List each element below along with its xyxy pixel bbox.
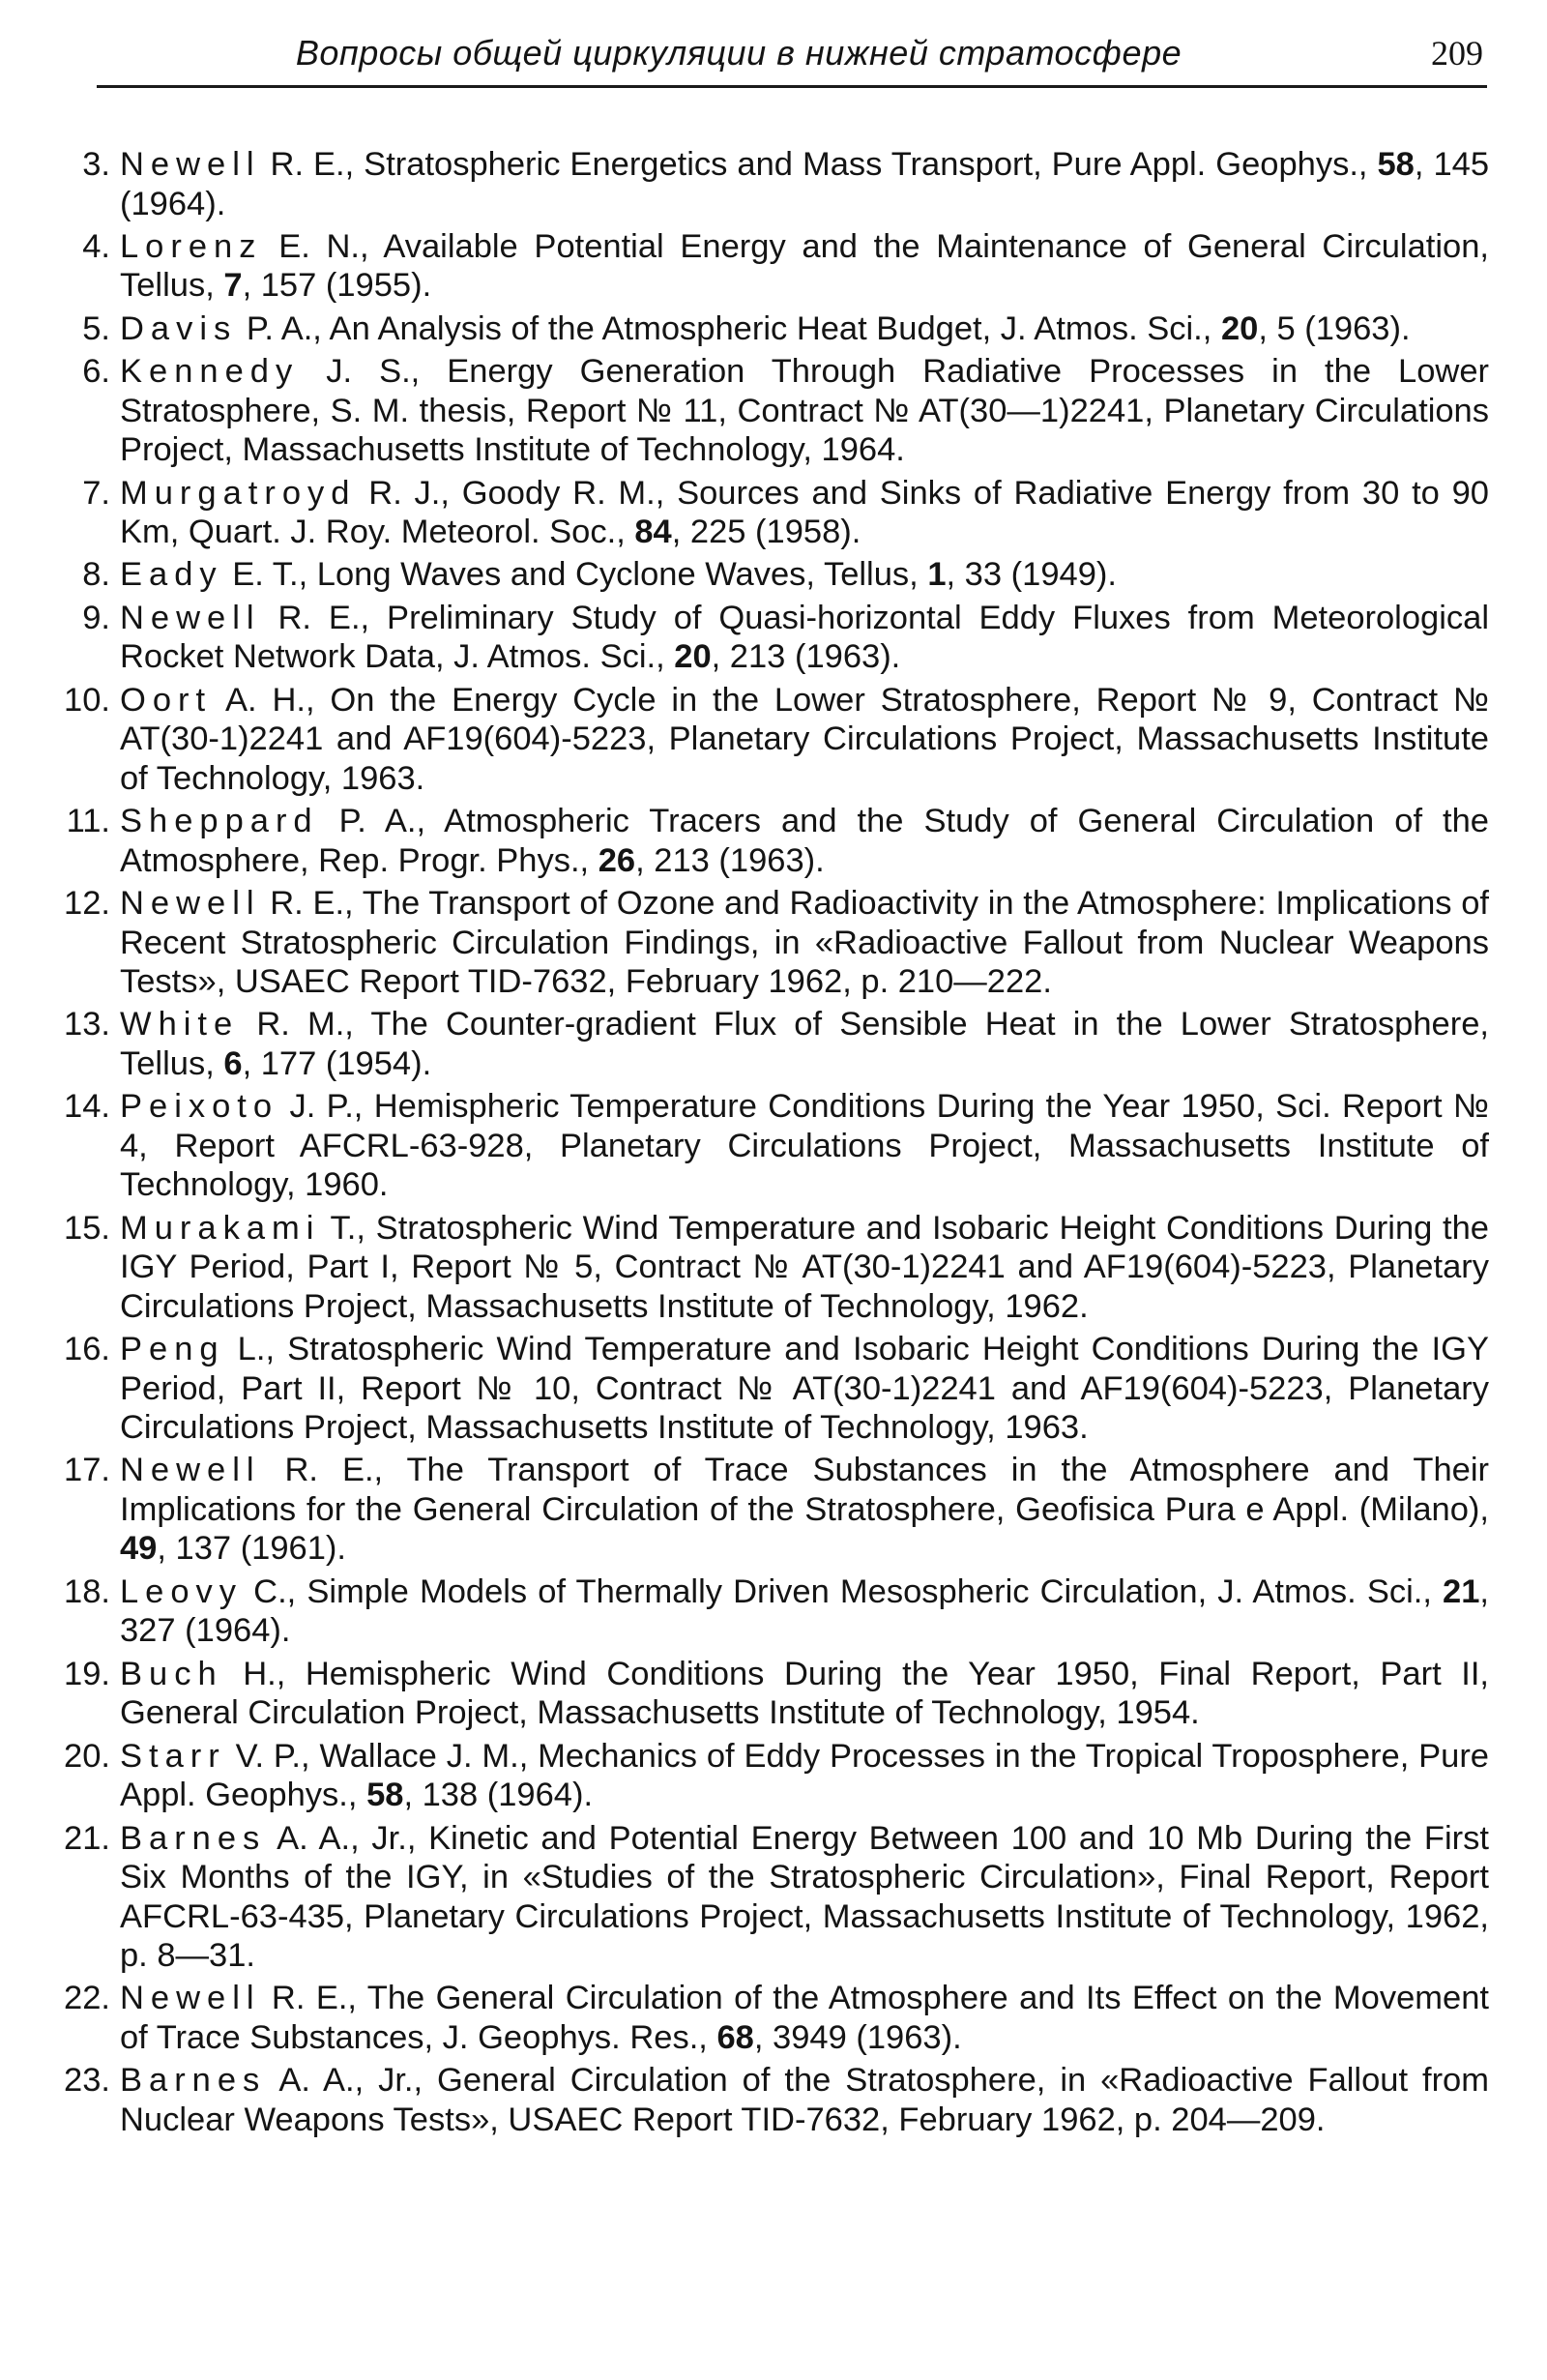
reference-item <box>56 1209 1489 1327</box>
reference-text <box>120 474 1489 552</box>
reference-author: White <box>120 1006 240 1043</box>
reference-details: R. E., The Transport of Trace Substances in the Atmosphere and Their Implications for the General Circulation of the Stratosphere, Geofisica Pura e Appl. (Milano), <box>120 1452 1489 1528</box>
reference-author: Leovy <box>120 1572 244 1610</box>
reference-details: L., Stratospheric Wind Temperature and Isobaric Height Conditions During the IGY Period, Part II, Report № 10, Contract № AT(30-1)2241 and AF19(604)-5223, Planetary Circulations Project, Massachusetts Institute of Technology, 1963. <box>120 1331 1489 1447</box>
reference-number: 6. <box>82 353 110 391</box>
reference-details-end: , 177 (1954). <box>242 1044 432 1082</box>
reference-details-end: , 138 (1964). <box>403 1777 594 1814</box>
reference-item <box>56 1572 1489 1651</box>
page-number: 209 <box>1431 34 1483 73</box>
reference-volume: 68 <box>716 2018 754 2056</box>
reference-text <box>120 1005 1489 1083</box>
reference-details: R. E., The Transport of Ozone and Radioactivity in the Atmosphere: Implications of Recent Stratospheric Circulation Findings, in «Radioactive Fallout from Nuclear Weapons Tests», USAEC Report TID-7632, February 1962, p. 210—222. <box>120 885 1489 1001</box>
reference-volume: 26 <box>598 841 636 879</box>
reference-item <box>56 802 1489 880</box>
reference-details: A. A., Jr., General Circulation of the Stratosphere, in «Radioactive Fallout from Nuclear Weapons Tests», USAEC Report TID-7632, February 1962, p. 204—209. <box>120 2062 1489 2138</box>
reference-details: A. A., Jr., Kinetic and Potential Energy Between 100 and 10 Mb During the First Six Months of the IGY, in «Studies of the Stratospheric Circulation», Final Report, Report AFCRL-63-435, Planetary Circulations Project, Massachusetts Institute of Technology, 1962, p. 8—31. <box>120 1819 1489 1975</box>
reference-number: 22. <box>64 1980 110 2017</box>
reference-text <box>120 1330 1489 1448</box>
reference-item <box>56 1005 1489 1083</box>
reference-author: Murakami <box>120 1209 321 1247</box>
reference-details: V. P., Wallace J. M., Mechanics of Eddy Processes in the Tropical Troposphere, Pure Appl. Geophys., <box>120 1737 1489 1814</box>
reference-text <box>120 1655 1489 1733</box>
reference-item <box>56 1451 1489 1569</box>
reference-text <box>120 599 1489 677</box>
reference-item <box>56 884 1489 1002</box>
reference-author: Newell <box>120 885 261 923</box>
reference-text <box>120 1572 1489 1651</box>
reference-number: 20. <box>64 1737 110 1775</box>
reference-item <box>56 681 1489 799</box>
reference-number: 21. <box>64 1819 110 1857</box>
reference-details: P. A., Atmospheric Tracers and the Study of General Circulation of the Atmosphere, Rep. Progr. Phys., <box>120 803 1489 879</box>
reference-details-end: , 157 (1955). <box>242 267 432 305</box>
reference-volume: 58 <box>366 1777 404 1814</box>
reference-item <box>56 352 1489 470</box>
reference-text <box>120 309 1489 349</box>
reference-details: T., Stratospheric Wind Temperature and Isobaric Height Conditions During the IGY Period, Part I, Report № 5, Contract № AT(30-1)2241 and AF19(604)-5223, Planetary Circulations Project, Massachusetts Institute of Technology, 1962. <box>120 1209 1489 1325</box>
reference-details-end: , 5 (1963). <box>1258 309 1411 347</box>
reference-number: 15. <box>64 1209 110 1247</box>
reference-item <box>56 1819 1489 1976</box>
header-title: Вопросы общей циркуляции в нижней стратосфере <box>295 33 1182 73</box>
reference-details: R. E., Stratospheric Energetics and Mass Transport, Pure Appl. Geophys., <box>260 146 1378 183</box>
reference-number: 18. <box>64 1572 110 1610</box>
reference-details: R. E., Preliminary Study of Quasi-horizontal Eddy Fluxes from Meteorological Rocket Network Data, J. Atmos. Sci., <box>120 599 1489 676</box>
reference-text <box>120 1819 1489 1976</box>
reference-author: Eady <box>120 556 223 594</box>
reference-number: 13. <box>64 1006 110 1043</box>
reference-author: Barnes <box>120 2062 267 2100</box>
reference-text <box>120 352 1489 470</box>
reference-text <box>120 1979 1489 2057</box>
reference-item <box>56 599 1489 677</box>
reference-number: 14. <box>64 1088 110 1126</box>
reference-author: Starr <box>120 1737 226 1775</box>
reference-item <box>56 227 1489 306</box>
reference-text <box>120 802 1489 880</box>
reference-text <box>120 1451 1489 1569</box>
reference-text <box>120 1209 1489 1327</box>
reference-author: Newell <box>120 146 261 183</box>
reference-item <box>56 555 1489 595</box>
reference-details-end: , 137 (1961). <box>157 1530 347 1568</box>
reference-details-end: , 145 (1964). <box>120 146 1490 222</box>
reference-author: Newell <box>120 599 261 636</box>
reference-details: C., Simple Models of Thermally Driven Mesospheric Circulation, J. Atmos. Sci., <box>243 1572 1444 1610</box>
reference-volume: 58 <box>1377 146 1415 183</box>
reference-author: Kennedy <box>120 353 300 391</box>
reference-item <box>56 309 1489 349</box>
reference-text <box>120 2061 1489 2139</box>
reference-author: Peixoto <box>120 1088 279 1126</box>
reference-volume: 49 <box>120 1530 158 1568</box>
reference-number: 9. <box>82 599 110 636</box>
reference-details: P. A., An Analysis of the Atmospheric Heat Budget, J. Atmos. Sci., <box>237 309 1221 347</box>
reference-item <box>56 1330 1489 1448</box>
reference-author: Lorenz <box>120 227 263 265</box>
reference-volume: 21 <box>1443 1572 1480 1610</box>
reference-item <box>56 1979 1489 2057</box>
reference-volume: 7 <box>223 267 243 305</box>
reference-text <box>120 1087 1489 1205</box>
reference-details-end: , 33 (1949). <box>946 556 1117 594</box>
reference-details-end: , 3949 (1963). <box>753 2018 962 2056</box>
reference-author: Peng <box>120 1331 225 1368</box>
reference-details-end: , 225 (1958). <box>671 514 861 551</box>
reference-number: 19. <box>64 1655 110 1692</box>
reference-details: R. E., The General Circulation of the Atmosphere and Its Effect on the Movement of Trace Substances, J. Geophys. Res., <box>120 1980 1489 2056</box>
reference-volume: 1 <box>927 556 947 594</box>
reference-number: 4. <box>82 227 110 265</box>
reference-volume: 84 <box>634 514 672 551</box>
reference-number: 16. <box>64 1331 110 1368</box>
reference-details: J. P., Hemispheric Temperature Conditions During the Year 1950, Sci. Report № 4, Report AFCRL-63-928, Planetary Circulations Project, Massachusetts Institute of Technology, 1960. <box>120 1088 1489 1204</box>
reference-number: 7. <box>82 474 110 512</box>
reference-number: 17. <box>64 1452 110 1489</box>
reference-number: 5. <box>82 309 110 347</box>
reference-details: A. H., On the Energy Cycle in the Lower Stratosphere, Report № 9, Contract № AT(30-1)2241 and AF19(604)-5223, Planetary Circulations Project, Massachusetts Institute of Technology, 1963. <box>120 681 1489 797</box>
reference-text <box>120 884 1489 1002</box>
reference-author: Sheppard <box>120 803 319 840</box>
reference-volume: 20 <box>1220 309 1259 347</box>
reference-text <box>120 1737 1489 1815</box>
reference-list <box>56 145 1489 2143</box>
reference-volume: 20 <box>674 638 712 676</box>
reference-details: R. M., The Counter-gradient Flux of Sensible Heat in the Lower Stratosphere, Tellus, <box>120 1006 1489 1082</box>
reference-author: Murgatroyd <box>120 474 357 512</box>
reference-number: 10. <box>64 681 110 719</box>
reference-author: Buch <box>120 1655 223 1692</box>
reference-item <box>56 2061 1489 2139</box>
reference-details: J. S., Energy Generation Through Radiative Processes in the Lower Stratosphere, S. M. thesis, Report № 11, Contract № AT(30—1)2241, Planetary Circulations Project, Massachusetts Institute of Technology, 1964. <box>120 353 1489 469</box>
reference-details-end: , 327 (1964). <box>120 1572 1489 1650</box>
reference-item <box>56 474 1489 552</box>
reference-number: 3. <box>82 146 110 183</box>
reference-item <box>56 1087 1489 1205</box>
reference-author: Oort <box>120 681 213 719</box>
reference-item <box>56 1655 1489 1733</box>
reference-details-end: , 213 (1963). <box>635 841 825 879</box>
reference-text <box>120 681 1489 799</box>
reference-number: 23. <box>64 2062 110 2100</box>
reference-text <box>120 555 1489 595</box>
reference-author: Barnes <box>120 1819 267 1857</box>
reference-number: 11. <box>66 803 110 840</box>
reference-details-end: , 213 (1963). <box>711 638 901 676</box>
reference-text <box>120 227 1489 306</box>
reference-volume: 6 <box>223 1044 243 1082</box>
reference-author: Newell <box>120 1980 261 2017</box>
reference-item <box>56 1737 1489 1815</box>
reference-author: Davis <box>120 309 238 347</box>
reference-number: 12. <box>64 885 110 923</box>
reference-details: H., Hemispheric Wind Conditions During the Year 1950, Final Report, Part II, General Circulation Project, Massachusetts Institute of Technology, 1954. <box>120 1655 1489 1732</box>
reference-details: E. T., Long Waves and Cyclone Waves, Tellus, <box>222 556 928 594</box>
reference-item <box>56 145 1489 223</box>
running-header <box>97 27 1487 88</box>
reference-number: 8. <box>82 556 110 594</box>
reference-author: Newell <box>120 1452 261 1489</box>
reference-details: R. J., Goody R. M., Sources and Sinks of Radiative Energy from 30 to 90 Km, Quart. J. Roy. Meteorol. Soc., <box>120 474 1489 551</box>
reference-text <box>120 145 1489 223</box>
reference-details: E. N., Available Potential Energy and the Maintenance of General Circulation, Tellus, <box>120 227 1489 305</box>
